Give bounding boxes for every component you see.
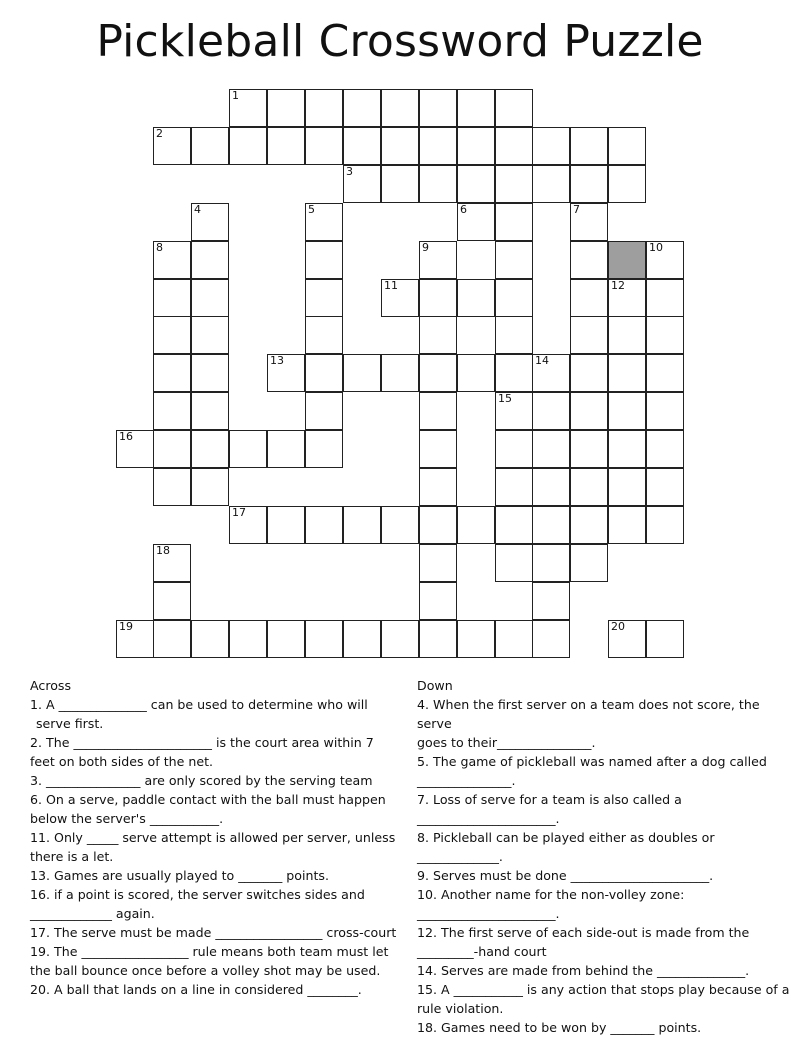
grid-cell[interactable] <box>419 392 457 430</box>
grid-cell[interactable] <box>419 582 457 620</box>
grid-cell[interactable] <box>532 127 570 165</box>
grid-cell[interactable] <box>570 127 608 165</box>
cell-number: 9 <box>422 241 429 254</box>
cell-number: 17 <box>232 506 246 519</box>
grid-cell[interactable] <box>532 544 570 582</box>
grid-cell[interactable] <box>570 506 608 544</box>
grid-cell[interactable] <box>305 316 343 354</box>
grid-cell[interactable] <box>646 279 684 317</box>
across-clue-continuation: _____________ again. <box>30 906 155 921</box>
grid-cell[interactable] <box>608 468 646 506</box>
grid-cell[interactable] <box>495 316 533 354</box>
cell-number: 7 <box>573 203 580 216</box>
down-clue: 18. Games need to be won by _______ points. <box>417 1020 702 1035</box>
down-clue-continuation: _________-hand court <box>417 944 547 959</box>
grid-cell[interactable] <box>305 620 343 658</box>
down-clue-continuation: goes to their_______________. <box>417 735 596 750</box>
grid-cell[interactable] <box>343 127 381 165</box>
cell-number: 11 <box>384 279 398 292</box>
grid-cell[interactable] <box>381 127 419 165</box>
grid-cell[interactable] <box>153 354 191 392</box>
grid-cell[interactable] <box>570 279 608 317</box>
grid-cell[interactable] <box>646 392 684 430</box>
grid-cell[interactable] <box>570 544 608 582</box>
grid-cell[interactable] <box>419 354 457 392</box>
grid-cell[interactable] <box>267 89 305 127</box>
grid-cell[interactable] <box>381 279 419 317</box>
grid-cell[interactable] <box>419 127 457 165</box>
grid-cell[interactable] <box>608 506 646 544</box>
grid-cell[interactable] <box>532 430 570 468</box>
across-clue: 20. A ball that lands on a line in considered ________. <box>30 982 362 997</box>
grid-cell[interactable] <box>116 430 154 468</box>
cell-number: 19 <box>119 620 133 633</box>
grid-cell[interactable] <box>305 241 343 279</box>
grid-cell[interactable] <box>495 430 533 468</box>
grid-cell[interactable] <box>229 89 267 127</box>
across-clue: 13. Games are usually played to _______ points. <box>30 868 329 883</box>
down-clue: 4. When the first server on a team does not score, the serve <box>417 697 760 731</box>
grid-cell[interactable] <box>381 165 419 203</box>
grid-cell[interactable] <box>343 506 381 544</box>
grid-cell[interactable] <box>495 620 533 658</box>
down-clue-continuation: ______________________. <box>417 811 560 826</box>
cell-number: 15 <box>498 392 512 405</box>
grid-cell[interactable] <box>570 203 608 241</box>
cell-number: 16 <box>119 430 133 443</box>
grid-cell[interactable] <box>191 316 229 354</box>
grid-cell[interactable] <box>153 392 191 430</box>
grid-cell[interactable] <box>343 165 381 203</box>
cell-number: 14 <box>535 354 549 367</box>
grid-cell[interactable] <box>305 127 343 165</box>
grid-cell[interactable] <box>419 430 457 468</box>
down-clue: 9. Serves must be done ______________________. <box>417 868 714 883</box>
grid-cell[interactable] <box>457 127 495 165</box>
across-clue: 3. _______________ are only scored by the serving team <box>30 773 373 788</box>
shaded-grid-cell <box>608 241 646 279</box>
grid-cell[interactable] <box>608 316 646 354</box>
grid-cell[interactable] <box>495 127 533 165</box>
down-list <box>417 695 797 1037</box>
grid-cell[interactable] <box>532 468 570 506</box>
grid-cell[interactable] <box>381 354 419 392</box>
down-clue-continuation: _____________. <box>417 849 503 864</box>
grid-cell[interactable] <box>457 203 495 241</box>
across-clue: 19. The _________________ rule means both team must let <box>30 944 389 959</box>
grid-cell[interactable] <box>343 89 381 127</box>
grid-cell[interactable] <box>153 544 191 582</box>
cell-number: 6 <box>460 203 467 216</box>
grid-cell[interactable] <box>116 620 154 658</box>
grid-cell[interactable] <box>305 203 343 241</box>
cell-number: 5 <box>308 203 315 216</box>
grid-cell[interactable] <box>608 279 646 317</box>
grid-cell[interactable] <box>495 241 533 279</box>
grid-cell[interactable] <box>608 127 646 165</box>
grid-cell[interactable] <box>229 506 267 544</box>
grid-cell[interactable] <box>532 354 570 392</box>
grid-cell[interactable] <box>495 506 533 544</box>
grid-cell[interactable] <box>532 582 570 620</box>
across-list <box>30 695 402 999</box>
grid-cell[interactable] <box>457 279 495 317</box>
grid-cell[interactable] <box>570 354 608 392</box>
grid-cell[interactable] <box>495 544 533 582</box>
down-clue-continuation: _______________. <box>417 773 516 788</box>
grid-cell[interactable] <box>305 89 343 127</box>
grid-cell[interactable] <box>191 203 229 241</box>
grid-cell[interactable] <box>267 620 305 658</box>
grid-cell[interactable] <box>570 316 608 354</box>
grid-cell[interactable] <box>343 620 381 658</box>
grid-cell[interactable] <box>191 127 229 165</box>
grid-cell[interactable] <box>191 392 229 430</box>
grid-cell[interactable] <box>229 430 267 468</box>
grid-cell[interactable] <box>153 468 191 506</box>
grid-cell[interactable] <box>457 354 495 392</box>
cell-number: 13 <box>270 354 284 367</box>
down-clue: 10. Another name for the non-volley zone: <box>417 887 685 902</box>
grid-cell[interactable] <box>419 89 457 127</box>
across-clues <box>30 676 402 999</box>
cell-number: 3 <box>346 165 353 178</box>
grid-cell[interactable] <box>570 430 608 468</box>
grid-cell[interactable] <box>229 620 267 658</box>
grid-cell[interactable] <box>646 241 684 279</box>
grid-cell[interactable] <box>229 127 267 165</box>
grid-cell[interactable] <box>646 354 684 392</box>
grid-cell[interactable] <box>153 241 191 279</box>
grid-cell[interactable] <box>532 392 570 430</box>
down-clues <box>417 676 797 1037</box>
grid-cell[interactable] <box>608 165 646 203</box>
grid-cell[interactable] <box>191 241 229 279</box>
grid-cell[interactable] <box>646 430 684 468</box>
grid-cell[interactable] <box>191 354 229 392</box>
grid-cell[interactable] <box>646 316 684 354</box>
grid-cell[interactable] <box>608 620 646 658</box>
down-clue-continuation: ______________________. <box>417 906 560 921</box>
across-clue: 11. Only _____ serve attempt is allowed per server, unless <box>30 830 396 845</box>
grid-cell[interactable] <box>419 468 457 506</box>
grid-cell[interactable] <box>495 468 533 506</box>
grid-cell[interactable] <box>343 354 381 392</box>
down-clue-continuation: rule violation. <box>417 1001 504 1016</box>
across-clue-continuation: there is a let. <box>30 849 114 864</box>
cell-number: 20 <box>611 620 625 633</box>
cell-number: 12 <box>611 279 625 292</box>
grid-cell[interactable] <box>267 127 305 165</box>
cell-number: 18 <box>156 544 170 557</box>
grid-cell[interactable] <box>381 89 419 127</box>
grid-cell[interactable] <box>495 89 533 127</box>
grid-cell[interactable] <box>419 165 457 203</box>
page-title: Pickleball Crossword Puzzle <box>96 16 704 67</box>
grid-cell[interactable] <box>419 506 457 544</box>
grid-cell[interactable] <box>267 430 305 468</box>
grid-cell[interactable] <box>191 468 229 506</box>
across-clue: 17. The serve must be made _________________ cross-court <box>30 925 397 940</box>
cell-number: 2 <box>156 127 163 140</box>
grid-cell[interactable] <box>419 241 457 279</box>
grid-cell[interactable] <box>305 506 343 544</box>
grid-cell[interactable] <box>646 468 684 506</box>
grid-cell[interactable] <box>495 203 533 241</box>
grid-cell[interactable] <box>457 506 495 544</box>
grid-cell[interactable] <box>419 544 457 582</box>
grid-cell[interactable] <box>381 506 419 544</box>
grid-cell[interactable] <box>153 279 191 317</box>
grid-cell[interactable] <box>646 620 684 658</box>
grid-cell[interactable] <box>570 241 608 279</box>
grid-cell[interactable] <box>495 392 533 430</box>
grid-cell[interactable] <box>646 506 684 544</box>
down-heading: Down <box>417 678 453 693</box>
across-clue-continuation: the ball bounce once before a volley shot may be used. <box>30 963 381 978</box>
grid-cell[interactable] <box>153 430 191 468</box>
across-clue: 16. if a point is scored, the server switches sides and <box>30 887 365 902</box>
across-clue-continuation: below the server's ___________. <box>30 811 224 826</box>
grid-cell[interactable] <box>153 582 191 620</box>
down-clue: 12. The first serve of each side-out is made from the <box>417 925 750 940</box>
grid-cell[interactable] <box>457 89 495 127</box>
grid-cell[interactable] <box>305 430 343 468</box>
grid-cell[interactable] <box>191 430 229 468</box>
across-clue: 6. On a serve, paddle contact with the ball must happen <box>30 792 386 807</box>
across-clue-continuation: feet on both sides of the net. <box>30 754 214 769</box>
grid-cell[interactable] <box>570 468 608 506</box>
grid-cell[interactable] <box>532 165 570 203</box>
grid-cell[interactable] <box>267 354 305 392</box>
grid-cell[interactable] <box>191 279 229 317</box>
across-clue: 1. A ______________ can be used to determine who will <box>30 697 368 712</box>
grid-cell[interactable] <box>495 165 533 203</box>
grid-cell[interactable] <box>457 165 495 203</box>
down-clue: 14. Serves are made from behind the ______________. <box>417 963 750 978</box>
grid-cell[interactable] <box>267 506 305 544</box>
down-clue: 5. The game of pickleball was named after a dog called <box>417 754 767 769</box>
grid-cell[interactable] <box>153 127 191 165</box>
across-heading: Across <box>30 678 72 693</box>
grid-cell[interactable] <box>305 392 343 430</box>
grid-cell[interactable] <box>305 279 343 317</box>
grid-cell[interactable] <box>153 620 191 658</box>
down-clue: 7. Loss of serve for a team is also called a <box>417 792 682 807</box>
grid-cell[interactable] <box>608 392 646 430</box>
grid-cell[interactable] <box>153 316 191 354</box>
down-clue: 15. A ___________ is any action that stops play because of a <box>417 982 790 997</box>
grid-cell[interactable] <box>381 620 419 658</box>
grid-cell[interactable] <box>457 620 495 658</box>
cell-number: 8 <box>156 241 163 254</box>
grid-cell[interactable] <box>495 354 533 392</box>
across-clue: 2. The ______________________ is the court area within 7 <box>30 735 374 750</box>
grid-cell[interactable] <box>495 279 533 317</box>
cell-number: 4 <box>194 203 201 216</box>
grid-cell[interactable] <box>570 392 608 430</box>
grid-cell[interactable] <box>532 506 570 544</box>
grid-cell[interactable] <box>419 620 457 658</box>
down-clue: 8. Pickleball can be played either as doubles or <box>417 830 715 845</box>
across-clue-continuation: serve first. <box>36 716 104 731</box>
grid-cell[interactable] <box>608 430 646 468</box>
cell-number: 1 <box>232 89 239 102</box>
grid-cell[interactable] <box>608 354 646 392</box>
grid-cell[interactable] <box>419 316 457 354</box>
grid-cell[interactable] <box>191 620 229 658</box>
grid-cell[interactable] <box>305 354 343 392</box>
grid-cell[interactable] <box>419 279 457 317</box>
cell-number: 10 <box>649 241 663 254</box>
grid-cell[interactable] <box>532 620 570 658</box>
grid-cell[interactable] <box>570 165 608 203</box>
